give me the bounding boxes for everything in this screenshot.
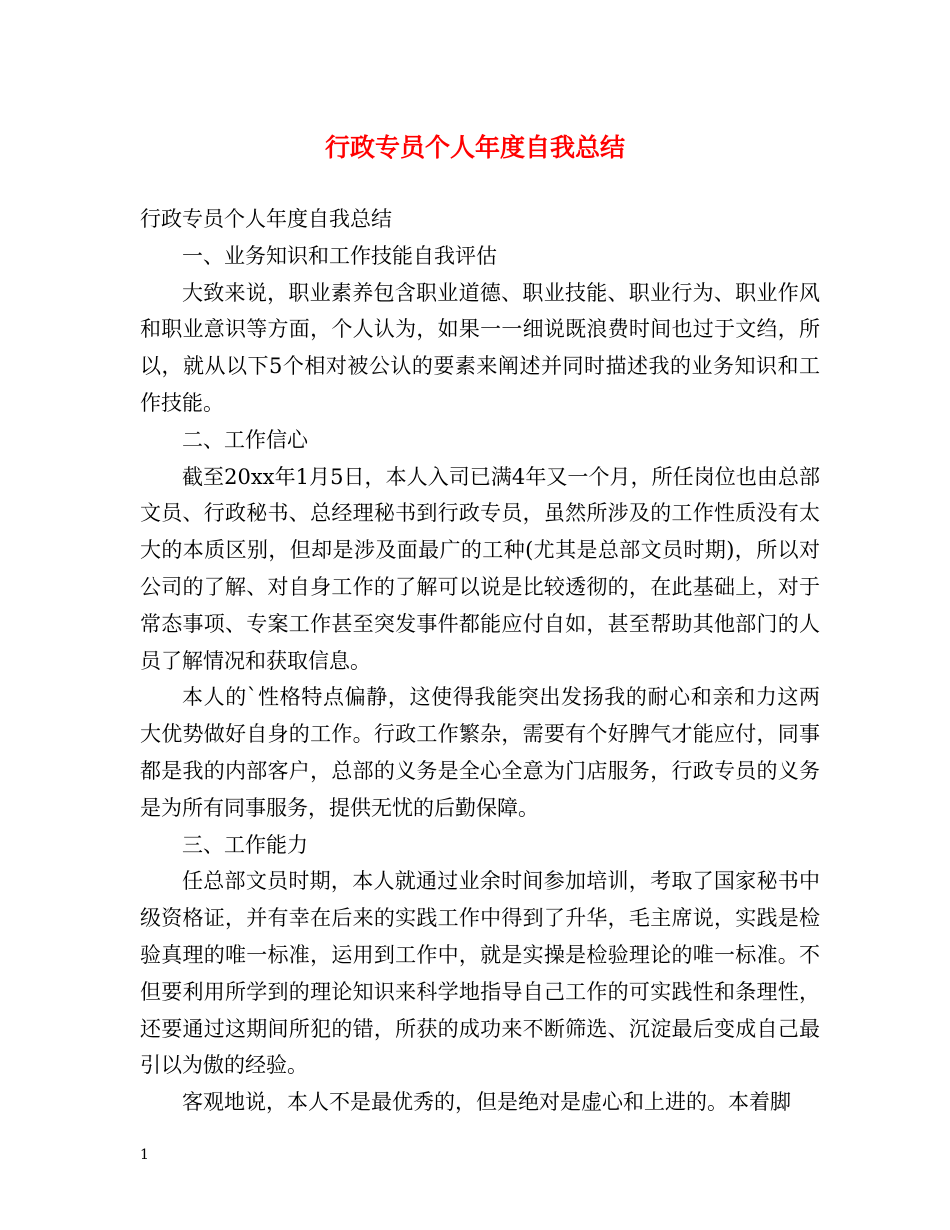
document-title: 行政专员个人年度自我总结 bbox=[324, 133, 625, 162]
page-number: 1 bbox=[140, 1147, 149, 1163]
body-paragraph: 截至20xx年1月5日，本人入司已满4年又一个月，所任岗位也由总部文员、行政秘书、总经理秘书到行政专员，虽然所涉及的工作性质没有太大的本质区别，但却是涉及面最广的工种(尤其是总部文员时期)，所以对公司的了解、对自身工作的了解可以说是比较透彻的，在此基础上，对于常态事项、专案工作甚至突发事件都能应付自如，甚至帮助其他部门的人员了解情况和获取信息。 bbox=[140, 464, 820, 673]
section-heading-2: 二、工作信心 bbox=[182, 427, 308, 452]
document-body bbox=[140, 201, 820, 1121]
body-paragraph: 本人的`性格特点偏静，这使得我能突出发扬我的耐心和亲和力这两大优势做好自身的工作。行政工作繁杂，需要有个好脾气才能应付，同事都是我的内部客户，总部的义务是全心全意为门店服务，行政专员的义务是为所有同事服务，提供无忧的后勤保障。 bbox=[140, 685, 820, 820]
body-heading: 行政专员个人年度自我总结 bbox=[140, 207, 392, 231]
body-paragraph: 大致来说，职业素养包含职业道德、职业技能、职业行为、职业作风和职业意识等方面，个人认为，如果一一细说既浪费时间也过于文绉，所以，就从以下5个相对被公认的要素来阐述并同时描述我的业务知识和工作技能。 bbox=[140, 280, 820, 415]
section-heading-3: 三、工作能力 bbox=[182, 832, 308, 857]
section-heading-1: 一、业务知识和工作技能自我评估 bbox=[182, 243, 497, 268]
body-paragraph: 客观地说，本人不是最优秀的，但是绝对是虚心和上进的。本着脚 bbox=[182, 1090, 791, 1115]
body-paragraph: 任总部文员时期，本人就通过业余时间参加培训，考取了国家秘书中级资格证，并有幸在后来的实践工作中得到了升华，毛主席说，实践是检验真理的唯一标准，运用到工作中，就是实操是检验理论的唯一标准。不但要利用所学到的理论知识来科学地指导自己工作的可实践性和条理性，还要通过这期间所犯的错，所获的成功来不断筛选、沉淀最后变成自己最引以为傲的经验。 bbox=[140, 869, 820, 1078]
